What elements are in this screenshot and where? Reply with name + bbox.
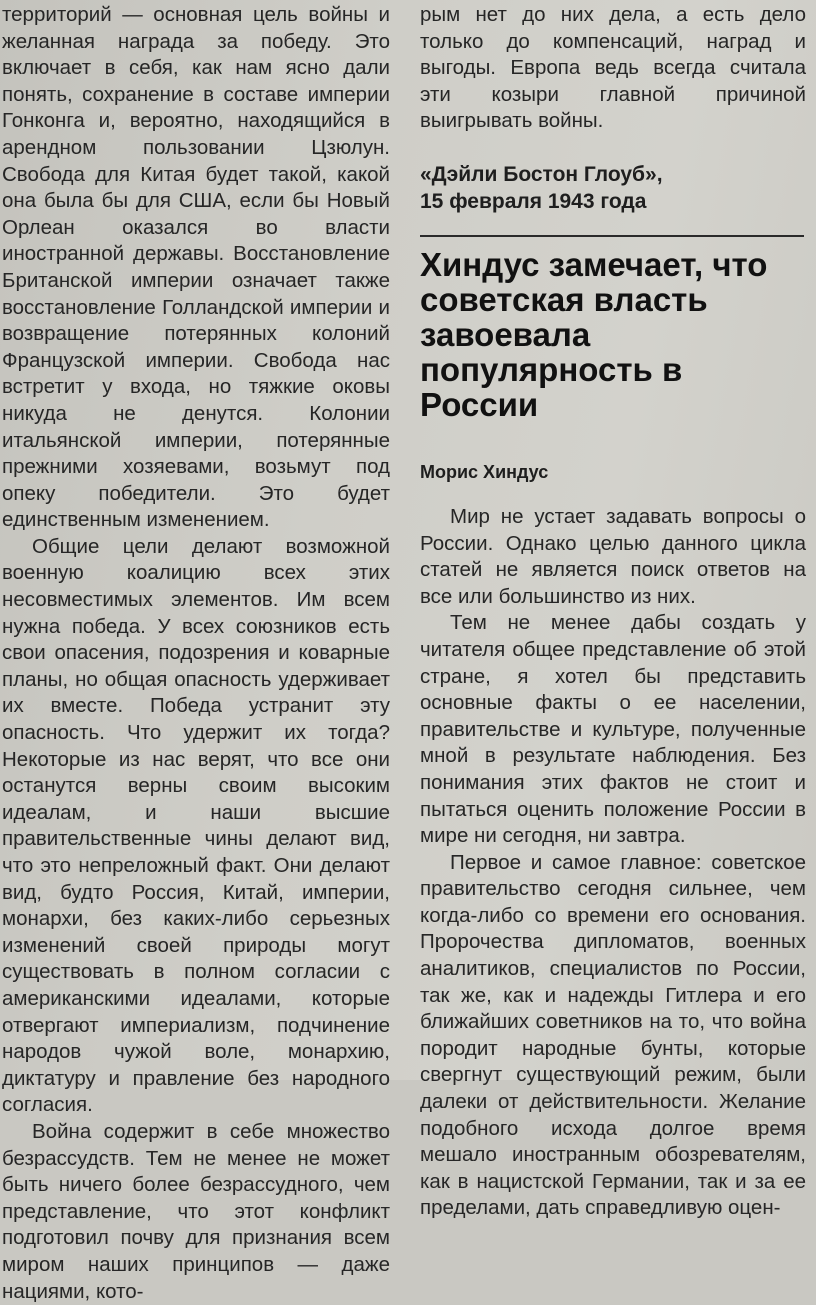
article-source (420, 161, 806, 215)
article-paragraph-1: Мир не устает задавать вопросы о России. Однако целью данного цикла статей не является поиск ответов на все или большинство из них. (420, 504, 806, 608)
article-paragraph-2: Тем не менее дабы создать у читателя общее представление об этой стране, я хотел бы представить основные факты о ее населении, правительстве и культуре, полученные мной в результате наблюдения. Без понимания этих фактов не стоит и пытаться оценить положение России в мире ни сегодня, ни завтра. (420, 611, 806, 848)
source-newspaper: «Дэйли Бостон Глоуб», (420, 162, 663, 186)
article-paragraph-3: Первое и самое главное: советское правительство сегодня сильнее, чем когда-либо со времени его основания. Пророчества дипломатов, военных аналитиков, специалистов по России, так же, как и надежды Гитлера и его ближайших советников на то, что война породит народные бунты, которые свергнут существующий режим, были далеки от действительности. Желание подобного исхода долгое время мешало иностранным обозревателям, как в нацистской Германии, так и за ее пределами, дать справедливую оцен- (420, 850, 806, 1220)
section-divider (420, 235, 804, 237)
source-date: 15 февраля 1943 года (420, 189, 647, 213)
article-headline: Хиндус замечает, что советская власть завоевала популярность в России (420, 245, 768, 423)
left-paragraph-1: территорий — основная цель войны и желанная награда за победу. Это включает в себя, как нам ясно дали понять, сохранение в составе империи Гонконга и, вероятно, находящийся в арендном пользовании Цзюлун. Свобода для Китая будет такой, какой она была бы для США, если бы Новый Орлеан оказался во власти иностранной державы. Восстановление Британской империи означает также восстановление Голландской империи и возвращение потерянных колоний Французской империи. Свобода нас встретит у входа, но тяжкие оковы никуда не денутся. Колонии итальянской империи, потерянные прежними хозяевами, возьмут под опеку победители. Это будет единственным изменением. (2, 3, 390, 532)
previous-article-continuation: рым нет до них дела, а есть дело только до компенсаций, наград и выгоды. Европа ведь всегда считала эти козыри главной причиной выигрывать войны. (420, 3, 806, 133)
right-column (420, 2, 806, 1222)
left-paragraph-2: Общие цели делают возможной военную коалицию всех этих несовместимых элементов. Им всем нужна победа. У всех союзников есть свои опасения, подозрения и коварные планы, но общая опасность удерживает их вместе. Победа устранит эту опасность. Что удержит их тогда? Некоторые из нас верят, что все они останутся верны своим высоким идеалам, и наши высшие правительственные чины делают вид, что это непреложный факт. Они делают вид, будто Россия, Китай, империи, монархи, без каких-либо серьезных изменений своей природы могут существовать в полном согласии с американскими идеалами, которые отвергают империализм, подчинение народов чужой воле, монархию, диктатуру и правление без народного согласия. (2, 534, 390, 1117)
article-author: Морис Хиндус (420, 461, 549, 482)
left-paragraph-3: Война содержит в себе множество безрассудств. Тем не менее не может быть ничего более безрассудного, чем представление, что этот конфликт подготовил почву для признания всем миром наших принципов — даже нациями, кото- (2, 1119, 390, 1303)
left-column (2, 2, 390, 1305)
